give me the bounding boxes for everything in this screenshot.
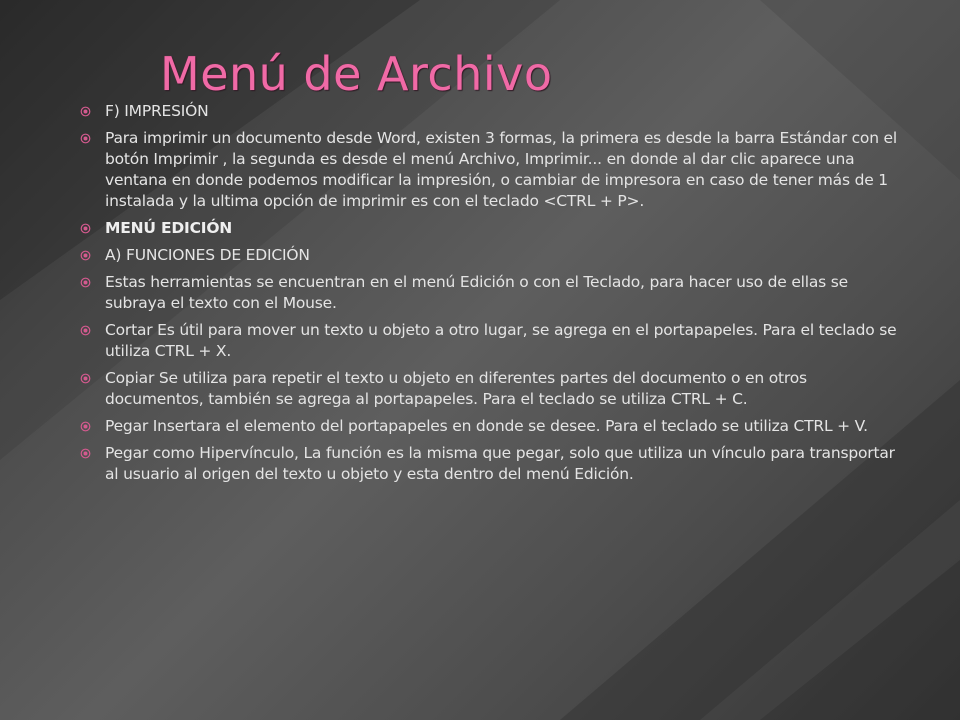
- bullet-circle-icon: [80, 325, 91, 336]
- bullet-text: Copiar Se utiliza para repetir el texto u objeto en diferentes partes del documento o en otros documentos, también se agrega al portapapeles. Para el teclado se utiliza CTRL + C.: [105, 369, 807, 408]
- slide-title: Menú de Archivo: [160, 47, 553, 101]
- bullet-item: [78, 368, 908, 410]
- bullet-item: [78, 272, 908, 314]
- bullet-text: Estas herramientas se encuentran en el menú Edición o con el Teclado, para hacer uso de ellas se subraya el texto con el Mouse.: [105, 273, 848, 312]
- bullet-circle-icon: [80, 133, 91, 144]
- bullet-item: [78, 128, 908, 212]
- bullet-circle-icon: [80, 106, 91, 117]
- bullet-text: Cortar Es útil para mover un texto u objeto a otro lugar, se agrega en el portapapeles. Para el teclado se utiliza CTRL + X.: [105, 321, 897, 360]
- bullet-item: [78, 218, 908, 239]
- bullet-circle-icon: [80, 223, 91, 234]
- bullet-circle-icon: [80, 448, 91, 459]
- bullet-item: [78, 101, 908, 122]
- bullet-text: MENÚ EDICIÓN: [105, 219, 233, 237]
- bullet-text: A) FUNCIONES DE EDICIÓN: [105, 246, 310, 264]
- bullet-item: [78, 416, 908, 437]
- bullet-item: [78, 245, 908, 266]
- bullet-list: [78, 101, 908, 491]
- bullet-text: F) IMPRESIÓN: [105, 102, 209, 120]
- bullet-circle-icon: [80, 373, 91, 384]
- bullet-text: Pegar como Hipervínculo, La función es la misma que pegar, solo que utiliza un vínculo para transportar al usuario al origen del texto u objeto y esta dentro del menú Edición.: [105, 444, 895, 483]
- bullet-circle-icon: [80, 250, 91, 261]
- bullet-item: [78, 443, 908, 485]
- bullet-circle-icon: [80, 277, 91, 288]
- bullet-text: Para imprimir un documento desde Word, existen 3 formas, la primera es desde la barra Estándar con el botón Imprimir , la segunda es desde el menú Archivo, Imprimir... en donde al dar clic aparece una ventana en donde podemos modificar la impresión, o cambiar de impresora en caso de tener más de 1 instalada y la ultima opción de imprimir es con el teclado <CTRL + P>.: [105, 129, 897, 210]
- bullet-circle-icon: [80, 421, 91, 432]
- bullet-text: Pegar Insertara el elemento del portapapeles en donde se desee. Para el teclado se utiliza CTRL + V.: [105, 417, 868, 435]
- bullet-item: [78, 320, 908, 362]
